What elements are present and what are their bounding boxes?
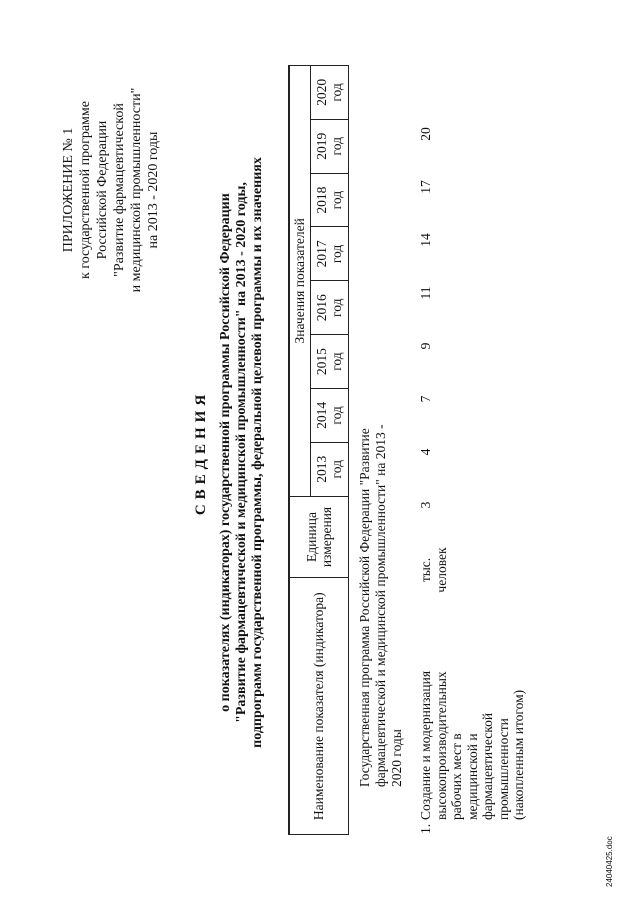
document-file-number: 24040425.doc — [605, 836, 614, 887]
appendix-block — [60, 75, 162, 305]
row-indicator-name: Создание и модернизация высокопроизводительных рабочих мест в медицинской и фармацевтической промышленности (накопленным итогом) — [418, 670, 526, 820]
row-value: 17 — [418, 180, 433, 194]
row-value: 7 — [418, 395, 433, 403]
row-value: 9 — [418, 342, 433, 350]
header-unit: Единица измерения — [289, 496, 348, 578]
appendix-line: на 2013 - 2020 годы — [146, 131, 161, 249]
header-year: 2014 год — [310, 388, 348, 442]
appendix-line: и медицинской промышленности" — [129, 87, 144, 293]
header-year: 2013 год — [310, 442, 348, 496]
document-subtitle — [218, 120, 266, 785]
subtitle-line: о показателях (индикаторах) государственной программы Российской Федерации — [218, 193, 233, 712]
appendix-line: к государственной программе — [78, 101, 93, 279]
header-year: 2018 год — [310, 173, 348, 227]
header-year: 2019 год — [310, 119, 348, 173]
appendix-line: "Развитие фармацевтической — [112, 103, 127, 277]
row-unit: тыс. человек — [418, 547, 449, 593]
row-value: 11 — [418, 286, 433, 300]
row-value: 20 — [418, 127, 433, 141]
row-value: 3 — [418, 501, 433, 509]
header-indicator-name: Наименование показателя (индикатора) — [289, 578, 348, 835]
header-values-group: Значения показателей — [289, 66, 310, 497]
row-value: 4 — [418, 448, 433, 456]
header-year: 2017 год — [310, 227, 348, 281]
row-number: 1. — [418, 823, 433, 834]
appendix-line: ПРИЛОЖЕНИЕ № 1 — [61, 127, 76, 253]
subtitle-line: "Развитие фармацевтической и медицинской промышленности" на 2013 - 2020 годы, — [234, 182, 249, 723]
appendix-line: Российской Федерации — [95, 120, 110, 260]
subtitle-line: подпрограмм государственной программы, федеральной целевой программы и их значениях — [250, 157, 265, 748]
header-year: 2015 год — [310, 335, 348, 389]
row-value: 14 — [418, 233, 433, 247]
indicators-table — [288, 65, 349, 835]
header-year: 2016 год — [310, 281, 348, 335]
document-title: СВЕДЕНИЯ — [193, 389, 209, 516]
header-year: 2020 год — [310, 66, 348, 120]
program-section-heading: Государственная программа Российской Федерации "Развитие фармацевтической и медицинской промышленности" на 2013 - 2020 годы — [357, 424, 404, 787]
